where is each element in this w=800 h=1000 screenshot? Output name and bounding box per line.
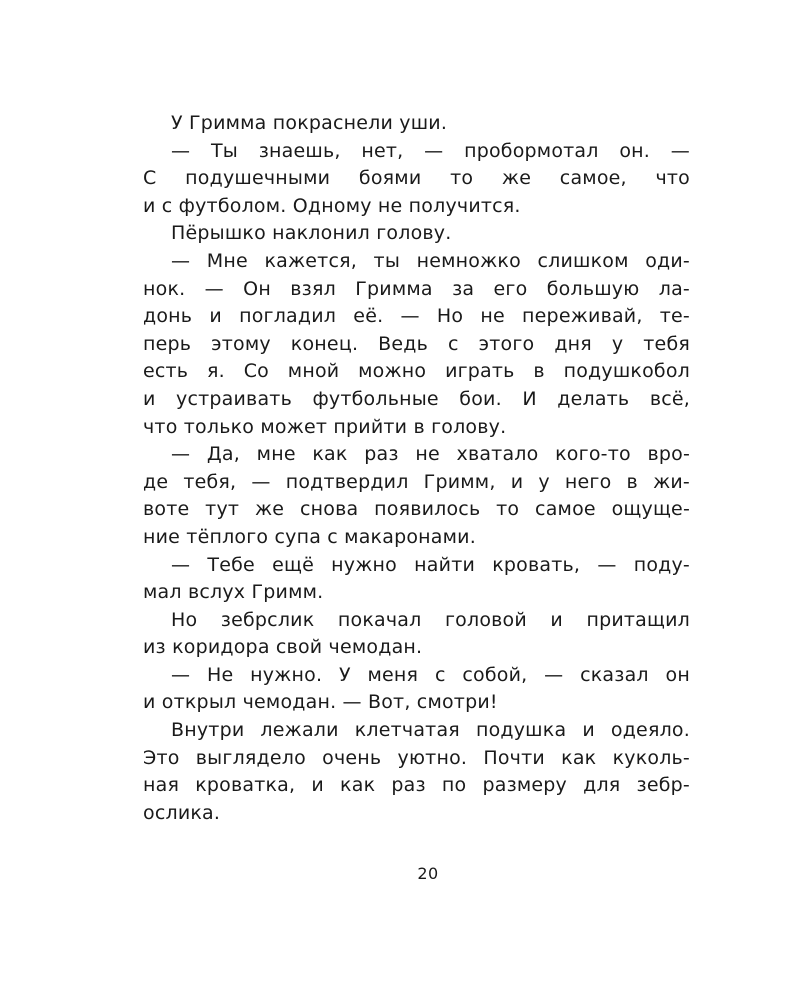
- text-line: есть я. Со мной можно играть в подушкобол: [143, 360, 690, 383]
- text-line: Пёрышко наклонил голову.: [171, 222, 452, 245]
- text-line: мал вслух Гримм.: [143, 581, 324, 604]
- text-line: перь этому конец. Ведь с этого дня у тебя: [143, 332, 690, 355]
- text-line: — Ты знаешь, нет, — пробормотал он. —: [171, 139, 690, 162]
- text-line: и открыл чемодан. — Вот, смотри!: [143, 691, 498, 714]
- text-line: — Не нужно. У меня с собой, — сказал он: [171, 663, 690, 686]
- text-line: Но зебрслик покачал головой и притащил: [171, 608, 690, 631]
- text-line: донь и погладил её. — Но не переживай, те-: [143, 305, 690, 328]
- text-line: Это выглядело очень уютно. Почти как куколь-: [143, 746, 690, 769]
- text-line: что только может прийти в голову.: [143, 415, 507, 438]
- page-number: 20: [417, 864, 439, 883]
- text-line: У Гримма покраснели уши.: [171, 112, 448, 134]
- text-line: де тебя, — подтвердил Гримм, и у него в жи-: [143, 470, 690, 493]
- text-line: — Тебе ещё нужно найти кровать, — поду-: [171, 553, 690, 576]
- text-line: ослика.: [143, 801, 221, 824]
- text-line: — Мне кажется, ты немножко слишком оди-: [171, 249, 690, 272]
- body-text: [143, 110, 690, 827]
- text-line: С подушечными боями то же самое, что: [143, 167, 690, 190]
- text-line: и устраивать футбольные бои. И делать всё,: [143, 387, 690, 410]
- text-line: — Да, мне как раз не хватало кого-то вро-: [171, 443, 690, 466]
- text-line: Внутри лежали клетчатая подушка и одеяло.: [171, 719, 690, 742]
- text-line: ние тёплого супа с макаронами.: [143, 525, 476, 548]
- text-line: и с футболом. Одному не получится.: [143, 194, 521, 217]
- text-line: ная кроватка, и как раз по размеру для зебр-: [143, 774, 690, 797]
- text-line: воте тут же снова появилось то самое ощуще-: [143, 498, 690, 521]
- text-line: из коридора свой чемодан.: [143, 636, 423, 659]
- text-line: нок. — Он взял Гримма за его большую ла-: [143, 277, 690, 300]
